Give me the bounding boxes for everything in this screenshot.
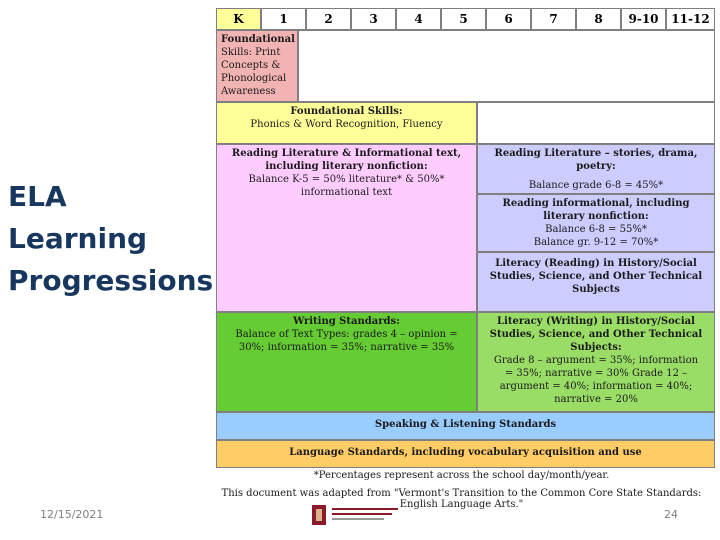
vermont-logo bbox=[310, 504, 402, 526]
grade-header-1: 1 bbox=[261, 8, 306, 30]
reading-k5-title: Reading Literature & Informational text, including literary nonfiction: bbox=[231, 148, 462, 172]
reading-k5-body: Balance K-5 = 50% literature* & 50%* informational text bbox=[248, 174, 445, 198]
title-line-2: Learning bbox=[8, 222, 148, 255]
title-line-3: Progressions bbox=[8, 264, 214, 297]
empty-upper-right bbox=[298, 30, 715, 102]
literacy-writing-body: Grade 8 – argument = 35%; information = 35%; narrative = 30% Grade 12 – argument = 40%; information = 40%; narrative = 20% bbox=[493, 355, 699, 405]
language-title: Language Standards, including vocabulary acquisition and use bbox=[289, 447, 642, 458]
reading-literature-title: Reading Literature – stories, drama, poetry: bbox=[494, 148, 698, 172]
grade-header-k: K bbox=[216, 8, 261, 30]
grade-header-7: 7 bbox=[531, 8, 576, 30]
reading-informational-title: Reading informational, including literary nonfiction: bbox=[502, 198, 690, 222]
writing-title: Writing Standards: bbox=[293, 316, 400, 327]
foundational-phonics-title: Foundational Skills: bbox=[290, 106, 403, 117]
grade-header-4: 4 bbox=[396, 8, 441, 30]
reading-informational-block bbox=[477, 194, 715, 252]
grade-header-8: 8 bbox=[576, 8, 621, 30]
vermont-logo-icon bbox=[310, 504, 402, 526]
grade-header-5: 5 bbox=[441, 8, 486, 30]
foundational-phonics-body: Phonics & Word Recognition, Fluency bbox=[250, 119, 443, 130]
grade-header-9-10: 9-10 bbox=[621, 8, 666, 30]
writing-body: Balance of Text Types: grades 4 – opinion = 30%; information = 35%; narrative = 35% bbox=[235, 329, 458, 353]
title-line-1: ELA bbox=[8, 180, 67, 213]
grade-header-6: 6 bbox=[486, 8, 531, 30]
foundational-phonics-block bbox=[216, 102, 477, 144]
writing-block bbox=[216, 312, 477, 412]
foundational-print-block bbox=[216, 30, 298, 102]
reading-literature-block bbox=[477, 144, 715, 194]
progression-grid bbox=[208, 8, 715, 468]
grade-header-2: 2 bbox=[306, 8, 351, 30]
literacy-writing-block bbox=[477, 312, 715, 412]
literacy-writing-title: Literacy (Writing) in History/Social Studies, Science, and Other Technical Subjects: bbox=[489, 316, 703, 353]
page-number: 24 bbox=[664, 508, 678, 521]
reading-k5-block bbox=[216, 144, 477, 312]
literacy-reading-block bbox=[477, 252, 715, 312]
slide-title bbox=[8, 176, 214, 302]
grade-header-11-12: 11-12 bbox=[666, 8, 715, 30]
reading-informational-body: Balance 6-8 = 55%* Balance gr. 9-12 = 70%* bbox=[533, 224, 659, 248]
slide-date: 12/15/2021 bbox=[40, 508, 104, 521]
language-block bbox=[216, 440, 715, 468]
speaking-listening-block bbox=[216, 412, 715, 440]
speaking-listening-title: Speaking & Listening Standards bbox=[374, 419, 557, 430]
source-note: This document was adapted from "Vermont's Transition to the Common Core State Standards: English Language Arts." bbox=[221, 488, 702, 510]
grade-header-3: 3 bbox=[351, 8, 396, 30]
foundational-print-body: Skills: Print Concepts & Phonological Awareness bbox=[221, 47, 287, 97]
foundational-print-title: Foundational bbox=[221, 34, 295, 45]
percentage-footnote: *Percentages represent across the school day/month/year. bbox=[313, 470, 610, 481]
reading-literature-body: Balance grade 6-8 = 45%* bbox=[528, 180, 664, 191]
literacy-reading-title: Literacy (Reading) in History/Social Studies, Science, and Other Technical Subjects bbox=[489, 258, 703, 295]
empty-phonics-right bbox=[477, 102, 715, 144]
